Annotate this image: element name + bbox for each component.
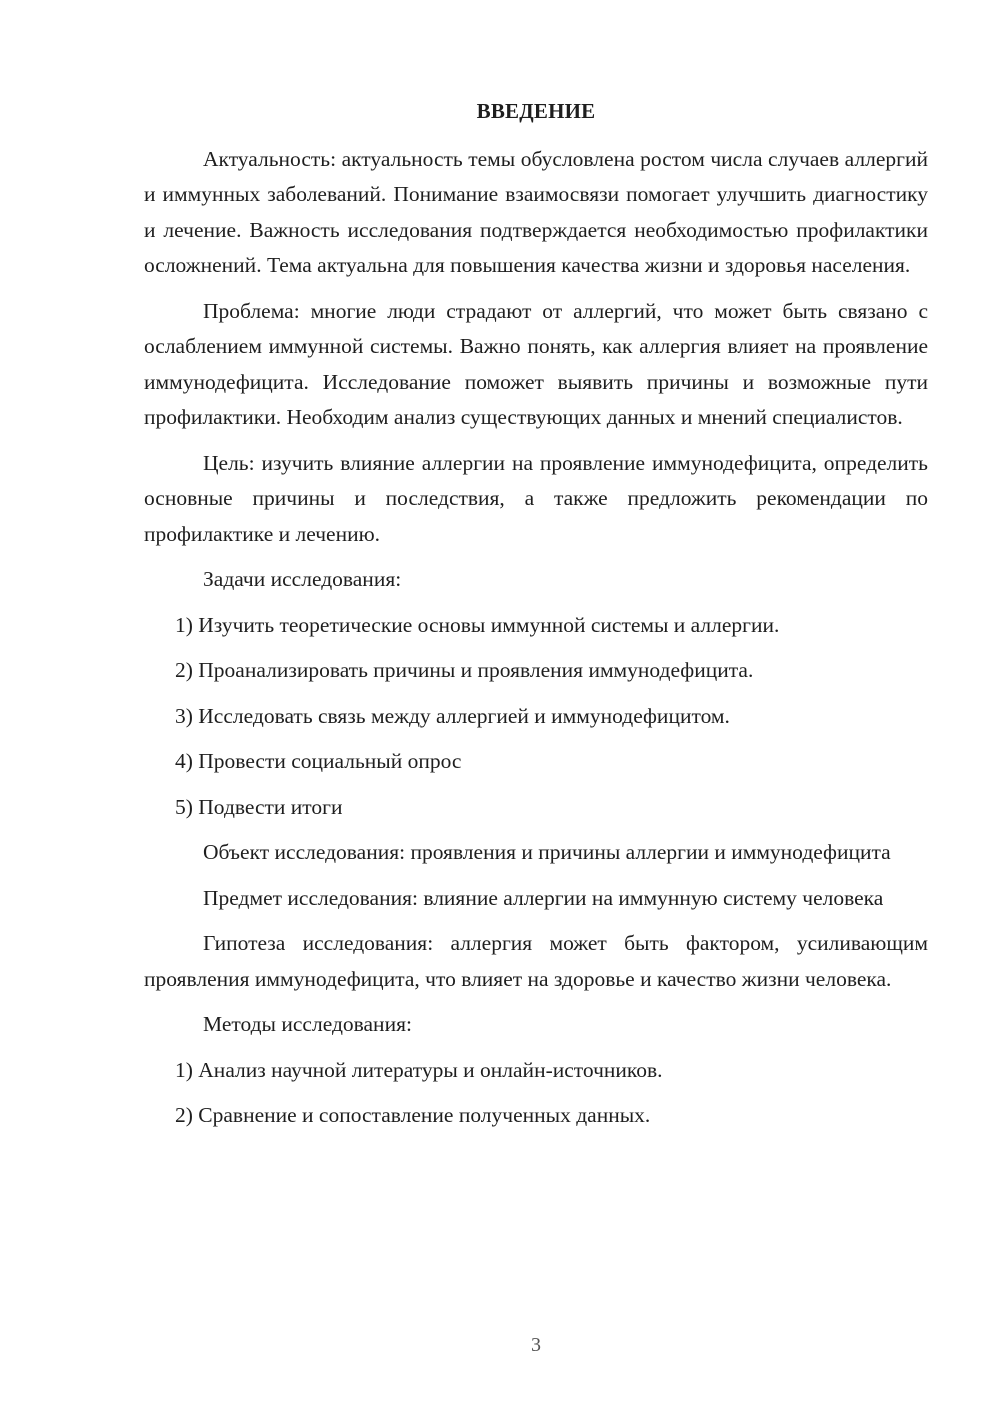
task-item: 5) Подвести итоги (175, 794, 343, 819)
tasks-heading: Задачи исследования: (203, 567, 402, 591)
problem-paragraph: Проблема: многие люди страдают от аллергий, что может быть связано с ослаблением иммунной системы. Важно понять, как аллергия влияет на проявление иммунодефицита. Исследование поможет выявить причины и возможные пути профилактики. Необходим анализ существующих данных и мнений специалистов. (144, 298, 928, 429)
page-content (144, 94, 928, 1144)
tasks-list (144, 608, 928, 826)
goal-paragraph: Цель: изучить влияние аллергии на проявление иммунодефицита, определить основные причины и последствия, а также предложить рекомендации по профилактике и лечению. (144, 450, 928, 546)
methods-heading: Методы исследования: (203, 1012, 412, 1036)
task-item: 1) Изучить теоретические основы иммунной системы и аллергии. (175, 612, 780, 637)
object-paragraph: Объект исследования: проявления и причины аллергии и иммунодефицита (203, 840, 891, 864)
section-heading: ВВЕДЕНИЕ (476, 99, 596, 123)
subject-paragraph: Предмет исследования: влияние аллергии на иммунную систему человека (203, 885, 884, 910)
task-item: 2) Проанализировать причины и проявления иммунодефицита. (175, 658, 754, 682)
relevance-paragraph: Актуальность: актуальность темы обусловлена ростом числа случаев аллергий и иммунных заболеваний. Понимание взаимосвязи помогает улучшить диагностику и лечение. Важность исследования подтверждается необходимостью профилактики осложнений. Тема актуальна для повышения качества жизни и здоровья населения. (144, 146, 928, 277)
method-item: 2) Сравнение и сопоставление полученных данных. (175, 1103, 651, 1127)
methods-list (144, 1053, 928, 1134)
task-item: 4) Провести социальный опрос (175, 749, 462, 773)
task-item: 3) Исследовать связь между аллергией и иммунодефицитом. (175, 703, 730, 728)
method-item: 1) Анализ научной литературы и онлайн-источников. (175, 1057, 663, 1082)
page-number: 3 (531, 1334, 541, 1356)
hypothesis-paragraph: Гипотеза исследования: аллергия может быть фактором, усиливающим проявления иммунодефицита, что влияет на здоровье и качество жизни человека. (144, 931, 928, 991)
